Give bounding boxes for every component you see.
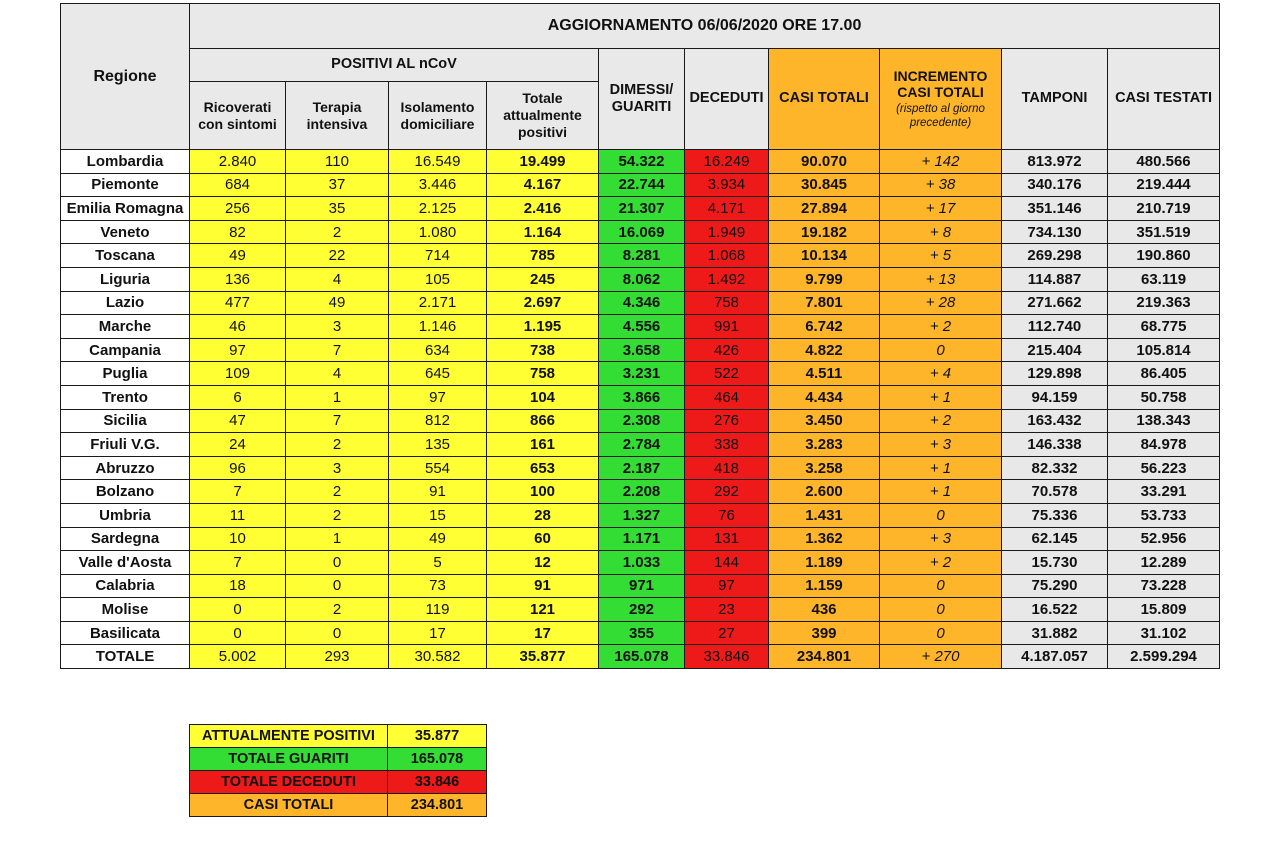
cell-incremento: + 1 <box>880 480 1002 504</box>
header-casi-testati: CASI TESTATI <box>1108 49 1220 150</box>
cell-incremento: + 8 <box>880 220 1002 244</box>
cell-casi: 436 <box>769 598 880 622</box>
cell-terapia: 2 <box>286 433 389 457</box>
cell-incremento: + 2 <box>880 551 1002 575</box>
cell-totale: 738 <box>487 338 599 362</box>
cell-terapia: 3 <box>286 315 389 339</box>
cell-ricoverati: 109 <box>190 362 286 386</box>
cell-terapia: 4 <box>286 267 389 291</box>
cell-dimessi: 3.231 <box>599 362 685 386</box>
cell-incremento: + 2 <box>880 409 1002 433</box>
cell-name: Emilia Romagna <box>61 197 190 221</box>
cell-dimessi: 21.307 <box>599 197 685 221</box>
cell-isolamento: 634 <box>389 338 487 362</box>
table-row <box>61 598 1220 622</box>
cell-ricoverati: 82 <box>190 220 286 244</box>
header-regione: Regione <box>61 4 190 150</box>
covid-regional-table <box>60 3 1220 669</box>
header-isolamento: Isolamento domiciliare <box>389 82 487 150</box>
cell-isolamento: 49 <box>389 527 487 551</box>
cell-incremento: 0 <box>880 338 1002 362</box>
cell-terapia: 49 <box>286 291 389 315</box>
cell-casi: 1.431 <box>769 503 880 527</box>
cell-totale: 28 <box>487 503 599 527</box>
cell-ricoverati: 49 <box>190 244 286 268</box>
cell-totale: 121 <box>487 598 599 622</box>
cell-ricoverati: 7 <box>190 551 286 575</box>
cell-name: Molise <box>61 598 190 622</box>
table-row <box>61 480 1220 504</box>
cell-testati: 15.809 <box>1108 598 1220 622</box>
cell-isolamento: 2.171 <box>389 291 487 315</box>
cell-totale: 653 <box>487 456 599 480</box>
cell-incremento: 0 <box>880 621 1002 645</box>
header-tamponi: TAMPONI <box>1002 49 1108 150</box>
cell-totale: 758 <box>487 362 599 386</box>
cell-deceduti: 23 <box>685 598 769 622</box>
cell-terapia: 0 <box>286 574 389 598</box>
totals-row <box>61 645 1220 669</box>
cell-testati: 219.363 <box>1108 291 1220 315</box>
cell-casi: 19.182 <box>769 220 880 244</box>
cell-dimessi: 1.327 <box>599 503 685 527</box>
cell-terapia: 2 <box>286 598 389 622</box>
cell-casi: 3.450 <box>769 409 880 433</box>
cell-casi: 9.799 <box>769 267 880 291</box>
cell-dimessi: 355 <box>599 621 685 645</box>
cell-dimessi: 1.033 <box>599 551 685 575</box>
cell-casi: 1.159 <box>769 574 880 598</box>
cell-terapia: 7 <box>286 409 389 433</box>
summary-row <box>190 748 487 771</box>
cell-testati: 53.733 <box>1108 503 1220 527</box>
cell-dimessi: 4.556 <box>599 315 685 339</box>
cell-name: Lombardia <box>61 150 190 174</box>
header-ricoverati: Ricoverati con sintomi <box>190 82 286 150</box>
header-dimessi: DIMESSI/ GUARITI <box>599 49 685 150</box>
cell-isolamento: 119 <box>389 598 487 622</box>
cell-tamponi: 163.432 <box>1002 409 1108 433</box>
cell-testati: 86.405 <box>1108 362 1220 386</box>
table-row <box>61 173 1220 197</box>
cell-ricoverati: 136 <box>190 267 286 291</box>
cell-casi: 2.600 <box>769 480 880 504</box>
region-rows <box>61 150 1220 669</box>
cell-isolamento: 714 <box>389 244 487 268</box>
cell-deceduti: 27 <box>685 621 769 645</box>
cell-name: Abruzzo <box>61 456 190 480</box>
header-incremento-title: INCREMENTO CASI TOTALI <box>893 68 988 101</box>
cell-tamponi: 271.662 <box>1002 291 1108 315</box>
cell-ricoverati: 0 <box>190 621 286 645</box>
cell-terapia: 2 <box>286 220 389 244</box>
cell-totale: 60 <box>487 527 599 551</box>
cell-totale: 91 <box>487 574 599 598</box>
cell-totale: 866 <box>487 409 599 433</box>
cell-isolamento: 91 <box>389 480 487 504</box>
cell-terapia: 7 <box>286 338 389 362</box>
table-row <box>61 385 1220 409</box>
table-row <box>61 338 1220 362</box>
table-row <box>61 291 1220 315</box>
cell-terapia: 35 <box>286 197 389 221</box>
cell-terapia: 0 <box>286 551 389 575</box>
cell-incremento: + 28 <box>880 291 1002 315</box>
cell-incremento: 0 <box>880 574 1002 598</box>
cell-name: Marche <box>61 315 190 339</box>
table-row <box>61 433 1220 457</box>
cell-deceduti: 76 <box>685 503 769 527</box>
cell-terapia: 2 <box>286 503 389 527</box>
cell-ricoverati: 47 <box>190 409 286 433</box>
cell-dimessi: 971 <box>599 574 685 598</box>
cell-terapia: 4 <box>286 362 389 386</box>
cell-name: Friuli V.G. <box>61 433 190 457</box>
cell-ricoverati: 477 <box>190 291 286 315</box>
cell-tamponi: 269.298 <box>1002 244 1108 268</box>
cell-isolamento: 1.080 <box>389 220 487 244</box>
cell-ricoverati: 684 <box>190 173 286 197</box>
cell-terapia: 1 <box>286 385 389 409</box>
cell-deceduti: 1.068 <box>685 244 769 268</box>
cell-terapia: 293 <box>286 645 389 669</box>
cell-terapia: 110 <box>286 150 389 174</box>
cell-tamponi: 4.187.057 <box>1002 645 1108 669</box>
cell-casi: 30.845 <box>769 173 880 197</box>
cell-totale: 785 <box>487 244 599 268</box>
summary-label: ATTUALMENTE POSITIVI <box>190 725 388 748</box>
header-terapia: Terapia intensiva <box>286 82 389 150</box>
cell-deceduti: 1.492 <box>685 267 769 291</box>
header-casi-totali: CASI TOTALI <box>769 49 880 150</box>
cell-isolamento: 105 <box>389 267 487 291</box>
cell-tamponi: 112.740 <box>1002 315 1108 339</box>
table-row <box>61 220 1220 244</box>
table-row <box>61 244 1220 268</box>
table-row <box>61 150 1220 174</box>
cell-incremento: + 4 <box>880 362 1002 386</box>
header-totale-positivi: Totale attualmente positivi <box>487 82 599 150</box>
cell-deceduti: 97 <box>685 574 769 598</box>
cell-deceduti: 991 <box>685 315 769 339</box>
cell-casi: 6.742 <box>769 315 880 339</box>
cell-name: TOTALE <box>61 645 190 669</box>
cell-terapia: 2 <box>286 480 389 504</box>
cell-name: Valle d'Aosta <box>61 551 190 575</box>
cell-dimessi: 3.658 <box>599 338 685 362</box>
cell-ricoverati: 0 <box>190 598 286 622</box>
summary-value: 165.078 <box>388 748 487 771</box>
cell-isolamento: 1.146 <box>389 315 487 339</box>
table-row <box>61 197 1220 221</box>
cell-incremento: + 142 <box>880 150 1002 174</box>
summary-label: TOTALE GUARITI <box>190 748 388 771</box>
cell-isolamento: 15 <box>389 503 487 527</box>
cell-tamponi: 146.338 <box>1002 433 1108 457</box>
cell-name: Bolzano <box>61 480 190 504</box>
cell-terapia: 3 <box>286 456 389 480</box>
cell-casi: 7.801 <box>769 291 880 315</box>
cell-testati: 138.343 <box>1108 409 1220 433</box>
cell-testati: 84.978 <box>1108 433 1220 457</box>
cell-ricoverati: 24 <box>190 433 286 457</box>
summary-table <box>189 724 487 817</box>
cell-testati: 31.102 <box>1108 621 1220 645</box>
cell-deceduti: 418 <box>685 456 769 480</box>
cell-dimessi: 4.346 <box>599 291 685 315</box>
cell-totale: 245 <box>487 267 599 291</box>
cell-casi: 4.434 <box>769 385 880 409</box>
cell-dimessi: 3.866 <box>599 385 685 409</box>
cell-name: Piemonte <box>61 173 190 197</box>
cell-dimessi: 8.062 <box>599 267 685 291</box>
cell-deceduti: 16.249 <box>685 150 769 174</box>
cell-deceduti: 144 <box>685 551 769 575</box>
cell-tamponi: 215.404 <box>1002 338 1108 362</box>
table-row <box>61 267 1220 291</box>
cell-name: Umbria <box>61 503 190 527</box>
cell-isolamento: 5 <box>389 551 487 575</box>
cell-testati: 56.223 <box>1108 456 1220 480</box>
cell-deceduti: 131 <box>685 527 769 551</box>
cell-tamponi: 340.176 <box>1002 173 1108 197</box>
cell-name: Trento <box>61 385 190 409</box>
cell-isolamento: 2.125 <box>389 197 487 221</box>
cell-isolamento: 16.549 <box>389 150 487 174</box>
cell-ricoverati: 97 <box>190 338 286 362</box>
cell-dimessi: 54.322 <box>599 150 685 174</box>
cell-casi: 1.189 <box>769 551 880 575</box>
cell-name: Sicilia <box>61 409 190 433</box>
cell-isolamento: 812 <box>389 409 487 433</box>
table-row <box>61 315 1220 339</box>
cell-incremento: + 38 <box>880 173 1002 197</box>
cell-name: Lazio <box>61 291 190 315</box>
cell-totale: 100 <box>487 480 599 504</box>
cell-testati: 210.719 <box>1108 197 1220 221</box>
cell-incremento: + 3 <box>880 433 1002 457</box>
cell-dimessi: 292 <box>599 598 685 622</box>
cell-casi: 234.801 <box>769 645 880 669</box>
cell-ricoverati: 46 <box>190 315 286 339</box>
cell-name: Sardegna <box>61 527 190 551</box>
cell-ricoverati: 11 <box>190 503 286 527</box>
table-row <box>61 574 1220 598</box>
cell-isolamento: 135 <box>389 433 487 457</box>
cell-dimessi: 2.187 <box>599 456 685 480</box>
cell-dimessi: 2.208 <box>599 480 685 504</box>
cell-testati: 12.289 <box>1108 551 1220 575</box>
summary-value: 33.846 <box>388 771 487 794</box>
cell-tamponi: 351.146 <box>1002 197 1108 221</box>
cell-casi: 3.258 <box>769 456 880 480</box>
cell-name: Puglia <box>61 362 190 386</box>
cell-isolamento: 73 <box>389 574 487 598</box>
cell-deceduti: 33.846 <box>685 645 769 669</box>
cell-dimessi: 1.171 <box>599 527 685 551</box>
table-row <box>61 621 1220 645</box>
header-incremento <box>880 49 1002 150</box>
cell-testati: 190.860 <box>1108 244 1220 268</box>
header-incremento-note: (rispetto al giorno precedente) <box>896 103 985 129</box>
cell-terapia: 37 <box>286 173 389 197</box>
cell-name: Liguria <box>61 267 190 291</box>
cell-deceduti: 426 <box>685 338 769 362</box>
cell-totale: 35.877 <box>487 645 599 669</box>
header-positivi-group: POSITIVI AL nCoV <box>190 49 599 82</box>
cell-testati: 480.566 <box>1108 150 1220 174</box>
cell-incremento: + 2 <box>880 315 1002 339</box>
table-row <box>61 503 1220 527</box>
cell-casi: 3.283 <box>769 433 880 457</box>
table-row <box>61 551 1220 575</box>
summary-value: 234.801 <box>388 794 487 817</box>
cell-name: Calabria <box>61 574 190 598</box>
table-title: AGGIORNAMENTO 06/06/2020 ORE 17.00 <box>190 4 1220 49</box>
cell-ricoverati: 7 <box>190 480 286 504</box>
cell-tamponi: 31.882 <box>1002 621 1108 645</box>
cell-tamponi: 15.730 <box>1002 551 1108 575</box>
cell-casi: 4.822 <box>769 338 880 362</box>
cell-dimessi: 8.281 <box>599 244 685 268</box>
cell-deceduti: 1.949 <box>685 220 769 244</box>
cell-incremento: + 17 <box>880 197 1002 221</box>
cell-ricoverati: 96 <box>190 456 286 480</box>
cell-ricoverati: 10 <box>190 527 286 551</box>
cell-name: Basilicata <box>61 621 190 645</box>
summary-row <box>190 771 487 794</box>
cell-ricoverati: 18 <box>190 574 286 598</box>
cell-tamponi: 16.522 <box>1002 598 1108 622</box>
cell-deceduti: 464 <box>685 385 769 409</box>
cell-incremento: 0 <box>880 598 1002 622</box>
cell-tamponi: 70.578 <box>1002 480 1108 504</box>
cell-deceduti: 522 <box>685 362 769 386</box>
cell-incremento: + 5 <box>880 244 1002 268</box>
table-row <box>61 362 1220 386</box>
cell-totale: 2.697 <box>487 291 599 315</box>
cell-deceduti: 758 <box>685 291 769 315</box>
cell-tamponi: 82.332 <box>1002 456 1108 480</box>
cell-ricoverati: 5.002 <box>190 645 286 669</box>
cell-isolamento: 17 <box>389 621 487 645</box>
table-row <box>61 409 1220 433</box>
cell-incremento: 0 <box>880 503 1002 527</box>
cell-deceduti: 292 <box>685 480 769 504</box>
cell-testati: 105.814 <box>1108 338 1220 362</box>
cell-totale: 4.167 <box>487 173 599 197</box>
cell-tamponi: 129.898 <box>1002 362 1108 386</box>
cell-incremento: + 1 <box>880 385 1002 409</box>
cell-isolamento: 645 <box>389 362 487 386</box>
cell-ricoverati: 6 <box>190 385 286 409</box>
cell-tamponi: 75.336 <box>1002 503 1108 527</box>
cell-testati: 52.956 <box>1108 527 1220 551</box>
cell-ricoverati: 256 <box>190 197 286 221</box>
cell-tamponi: 75.290 <box>1002 574 1108 598</box>
cell-testati: 33.291 <box>1108 480 1220 504</box>
cell-totale: 17 <box>487 621 599 645</box>
summary-row <box>190 725 487 748</box>
cell-incremento: + 13 <box>880 267 1002 291</box>
cell-totale: 1.195 <box>487 315 599 339</box>
cell-deceduti: 4.171 <box>685 197 769 221</box>
cell-deceduti: 276 <box>685 409 769 433</box>
cell-tamponi: 813.972 <box>1002 150 1108 174</box>
cell-casi: 27.894 <box>769 197 880 221</box>
cell-testati: 219.444 <box>1108 173 1220 197</box>
cell-testati: 68.775 <box>1108 315 1220 339</box>
cell-casi: 90.070 <box>769 150 880 174</box>
cell-name: Campania <box>61 338 190 362</box>
cell-dimessi: 2.784 <box>599 433 685 457</box>
cell-totale: 104 <box>487 385 599 409</box>
cell-dimessi: 2.308 <box>599 409 685 433</box>
cell-casi: 4.511 <box>769 362 880 386</box>
cell-testati: 351.519 <box>1108 220 1220 244</box>
cell-tamponi: 94.159 <box>1002 385 1108 409</box>
header-deceduti: DECEDUTI <box>685 49 769 150</box>
cell-tamponi: 734.130 <box>1002 220 1108 244</box>
cell-totale: 12 <box>487 551 599 575</box>
summary-label: CASI TOTALI <box>190 794 388 817</box>
cell-terapia: 0 <box>286 621 389 645</box>
summary-label: TOTALE DECEDUTI <box>190 771 388 794</box>
cell-testati: 73.228 <box>1108 574 1220 598</box>
cell-isolamento: 30.582 <box>389 645 487 669</box>
cell-isolamento: 3.446 <box>389 173 487 197</box>
cell-dimessi: 16.069 <box>599 220 685 244</box>
cell-testati: 50.758 <box>1108 385 1220 409</box>
cell-casi: 1.362 <box>769 527 880 551</box>
cell-incremento: + 270 <box>880 645 1002 669</box>
cell-terapia: 1 <box>286 527 389 551</box>
table-row <box>61 456 1220 480</box>
cell-totale: 2.416 <box>487 197 599 221</box>
cell-deceduti: 3.934 <box>685 173 769 197</box>
cell-casi: 399 <box>769 621 880 645</box>
cell-totale: 19.499 <box>487 150 599 174</box>
cell-name: Veneto <box>61 220 190 244</box>
cell-isolamento: 554 <box>389 456 487 480</box>
cell-tamponi: 62.145 <box>1002 527 1108 551</box>
cell-incremento: + 3 <box>880 527 1002 551</box>
cell-incremento: + 1 <box>880 456 1002 480</box>
summary-row <box>190 794 487 817</box>
cell-terapia: 22 <box>286 244 389 268</box>
cell-dimessi: 165.078 <box>599 645 685 669</box>
cell-testati: 2.599.294 <box>1108 645 1220 669</box>
cell-name: Toscana <box>61 244 190 268</box>
cell-casi: 10.134 <box>769 244 880 268</box>
cell-totale: 161 <box>487 433 599 457</box>
cell-tamponi: 114.887 <box>1002 267 1108 291</box>
summary-value: 35.877 <box>388 725 487 748</box>
cell-ricoverati: 2.840 <box>190 150 286 174</box>
cell-totale: 1.164 <box>487 220 599 244</box>
cell-dimessi: 22.744 <box>599 173 685 197</box>
table-row <box>61 527 1220 551</box>
cell-deceduti: 338 <box>685 433 769 457</box>
cell-testati: 63.119 <box>1108 267 1220 291</box>
cell-isolamento: 97 <box>389 385 487 409</box>
